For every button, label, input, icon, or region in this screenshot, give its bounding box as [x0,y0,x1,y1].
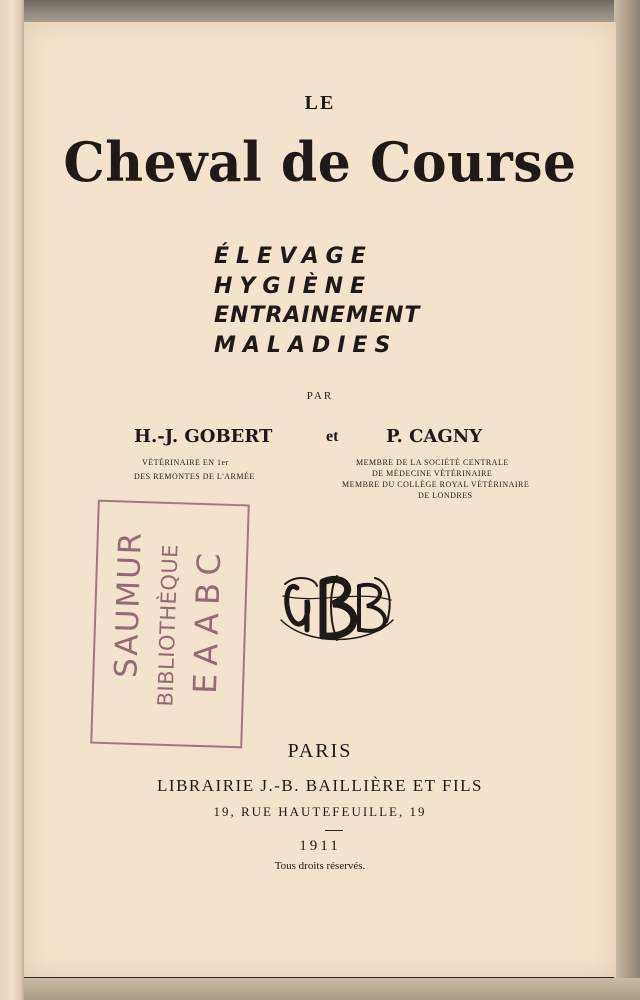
book-spine [0,0,24,1000]
subtitle-line-3: ENTRAINEMENT [214,303,421,328]
page-edge-right [614,0,640,1000]
subtitle-line-4: MALADIES [214,333,398,358]
page-edge-bottom [0,978,640,1000]
author-2-affiliation-line: MEMBRE DE LA SOCIÉTÉ CENTRALE [356,458,509,467]
stamp-text-bibliotheque: BIBLIOTHÈQUE [153,543,183,707]
subtitle-line-1: ÉLEVAGE [214,244,373,269]
author-name-2: P. CAGNY [386,426,483,447]
author-2-affiliation-line: MEMBRE DU COLLÈGE ROYAL VÉTÉRINAIRE [342,480,530,489]
book-title: Cheval de Course [63,130,577,195]
imprint-address: 19, RUE HAUTEFEUILLE, 19 [213,804,427,819]
stamp-text-saumur: SAUMUR [108,530,149,679]
title-article: LE [304,92,336,114]
imprint-rights: Tous droits réservés. [274,860,366,872]
author-1-affiliation-line: VÉTÉRINAIRE EN 1er [142,458,229,467]
imprint-year: 1911 [299,838,341,854]
divider [325,830,343,831]
subtitle-line-2: HYGIÈNE [214,274,373,299]
byline-et: et [326,428,339,445]
author-1-affiliation-line: DES REMONTES DE L'ARMÉE [134,472,255,481]
imprint-publisher: LIBRAIRIE J.-B. BAILLIÈRE ET FILS [157,776,483,795]
stamp-text-code: EAABC [185,544,229,695]
author-2-affiliation-line: DE LONDRES [418,491,473,500]
author-2-affiliation-line: DE MÉDECINE VÉTÉRINAIRE [372,469,493,478]
title-page [24,22,616,977]
author-name-1: H.-J. GOBERT [134,426,273,447]
publisher-monogram-icon [277,560,397,650]
imprint-city: PARIS [287,740,353,762]
byline-par: PAR [306,390,334,402]
library-stamp [90,500,250,749]
